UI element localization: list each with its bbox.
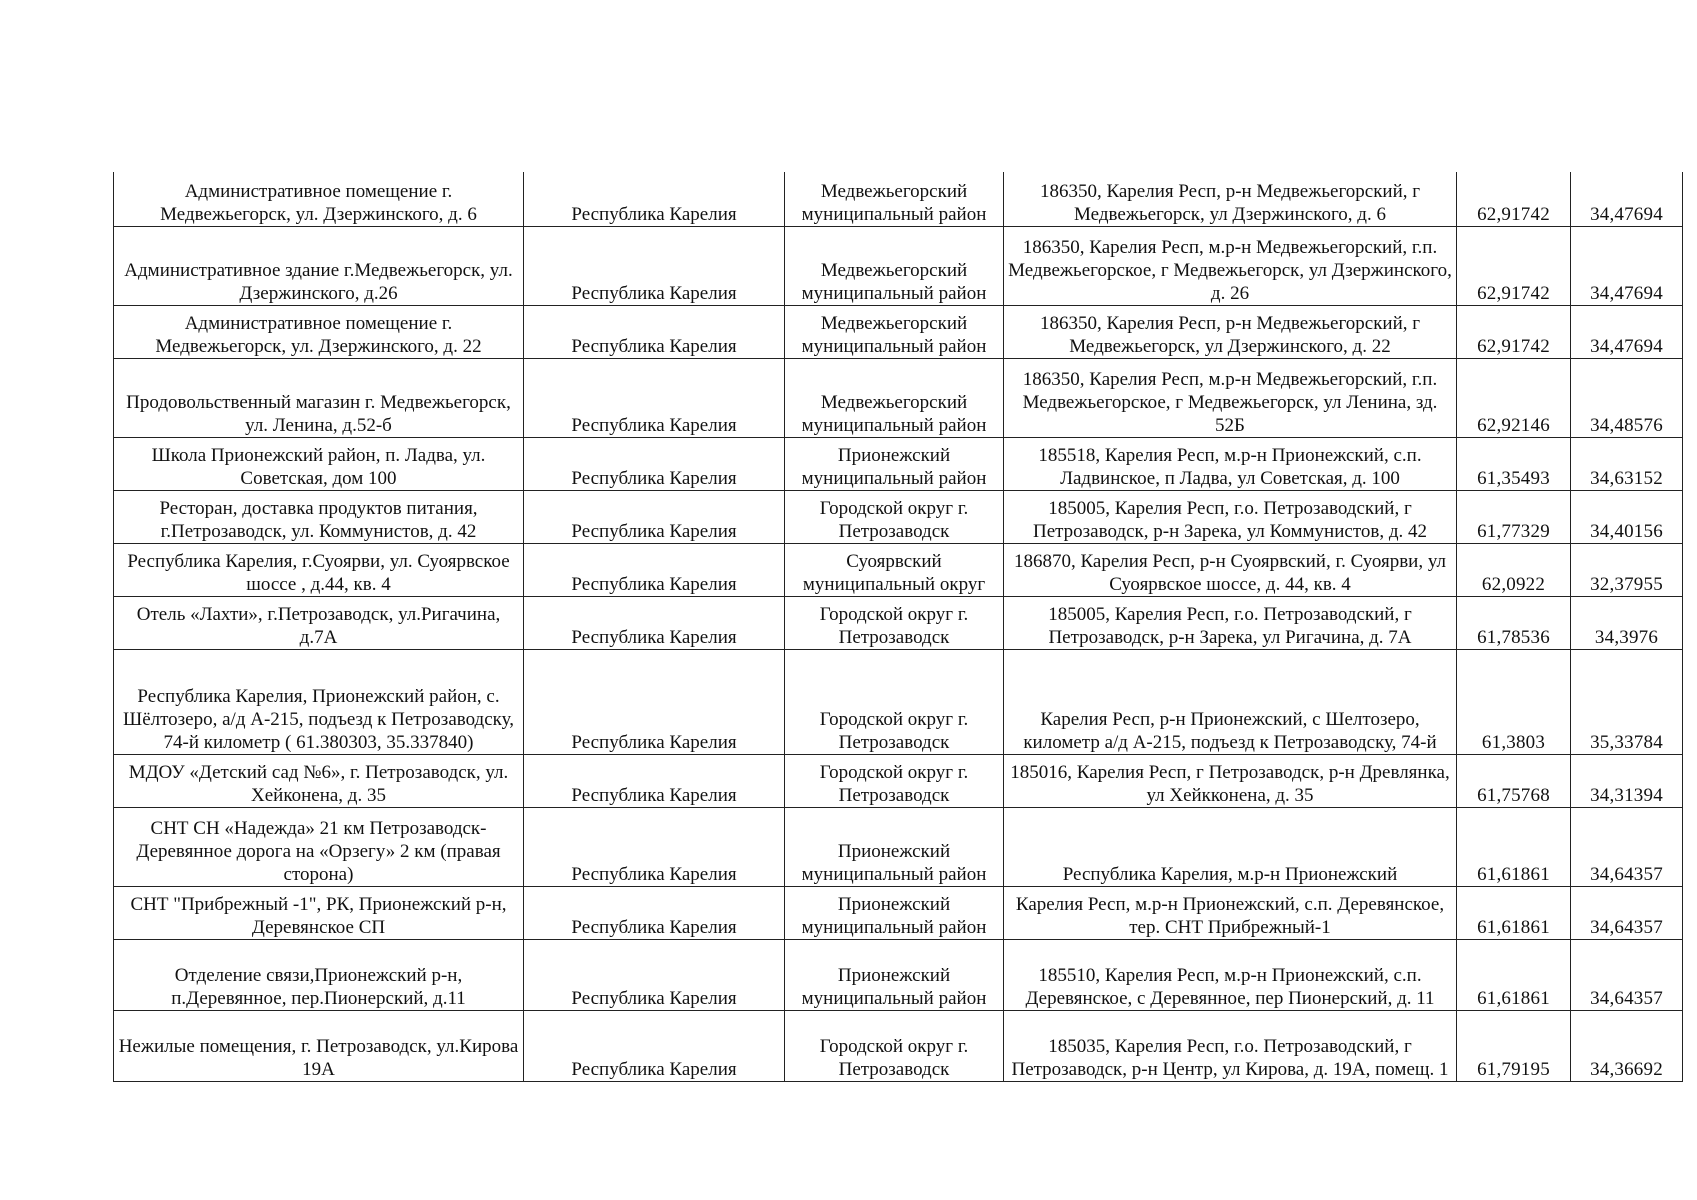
latitude-cell: 62,91742 [1457,305,1571,358]
registry-table-body [114,172,1683,1081]
region-cell: Республика Карелия [524,358,785,437]
object-name-cell: Нежилые помещения, г. Петрозаводск, ул.Кирова 19А [114,1010,524,1081]
address-cell: 186350, Карелия Респ, м.р-н Медвежьегорский, г.п. Медвежьегорское, г Медвежьегорск, ул Ленина, зд. 52Б [1004,358,1457,437]
object-name-cell: Продовольственный магазин г. Медвежьегорск, ул. Ленина, д.52-б [114,358,524,437]
region-cell: Республика Карелия [524,807,785,886]
longitude-cell: 34,64357 [1571,886,1683,939]
table-row [114,305,1683,358]
latitude-cell: 61,3803 [1457,649,1571,754]
address-cell: Республика Карелия, м.р-н Прионежский [1004,807,1457,886]
object-name-cell: МДОУ «Детский сад №6», г. Петрозаводск, ул. Хейконена, д. 35 [114,754,524,807]
address-cell: 186350, Карелия Респ, р-н Медвежьегорский, г Медвежьегорск, ул Дзержинского, д. 22 [1004,305,1457,358]
district-cell: Городской округ г. Петрозаводск [785,754,1004,807]
longitude-cell: 34,31394 [1571,754,1683,807]
latitude-cell: 61,78536 [1457,596,1571,649]
district-cell: Городской округ г. Петрозаводск [785,1010,1004,1081]
object-name-cell: Отель «Лахти», г.Петрозаводск, ул.Ригачина, д.7А [114,596,524,649]
latitude-cell: 62,91742 [1457,226,1571,305]
longitude-cell: 34,64357 [1571,807,1683,886]
district-cell: Прионежский муниципальный район [785,807,1004,886]
district-cell: Прионежский муниципальный район [785,886,1004,939]
latitude-cell: 61,75768 [1457,754,1571,807]
registry-table [113,172,1683,1082]
address-cell: 186350, Карелия Респ, р-н Медвежьегорский, г Медвежьегорск, ул Дзержинского, д. 6 [1004,172,1457,226]
table-row [114,754,1683,807]
longitude-cell: 34,40156 [1571,490,1683,543]
longitude-cell: 34,3976 [1571,596,1683,649]
address-cell: 185005, Карелия Респ, г.о. Петрозаводский, г Петрозаводск, р-н Зарека, ул Ригачина, д. 7А [1004,596,1457,649]
object-name-cell: Административное помещение г. Медвежьегорск, ул. Дзержинского, д. 6 [114,172,524,226]
latitude-cell: 61,77329 [1457,490,1571,543]
longitude-cell: 34,63152 [1571,437,1683,490]
object-name-cell: Республика Карелия, г.Суоярви, ул. Суоярвское шоссе , д.44, кв. 4 [114,543,524,596]
region-cell: Республика Карелия [524,886,785,939]
district-cell: Городской округ г. Петрозаводск [785,596,1004,649]
object-name-cell: СНТ СН «Надежда» 21 км Петрозаводск-Деревянное дорога на «Орзегу» 2 км (правая сторона) [114,807,524,886]
object-name-cell: Административное здание г.Медвежьегорск, ул. Дзержинского, д.26 [114,226,524,305]
address-cell: 186870, Карелия Респ, р-н Суоярвский, г. Суоярви, ул Суоярвское шоссе, д. 44, кв. 4 [1004,543,1457,596]
address-cell: Карелия Респ, р-н Прионежский, с Шелтозеро, километр а/д А-215, подъезд к Петрозаводску, 74-й [1004,649,1457,754]
district-cell: Медвежьегорский муниципальный район [785,305,1004,358]
district-cell: Городской округ г. Петрозаводск [785,490,1004,543]
address-cell: 185005, Карелия Респ, г.о. Петрозаводский, г Петрозаводск, р-н Зарека, ул Коммунистов, д. 42 [1004,490,1457,543]
region-cell: Республика Карелия [524,543,785,596]
region-cell: Республика Карелия [524,490,785,543]
table-row [114,1010,1683,1081]
latitude-cell: 62,0922 [1457,543,1571,596]
address-cell: 185035, Карелия Респ, г.о. Петрозаводский, г Петрозаводск, р-н Центр, ул Кирова, д. 19А, помещ. 1 [1004,1010,1457,1081]
district-cell: Прионежский муниципальный район [785,437,1004,490]
region-cell: Республика Карелия [524,437,785,490]
region-cell: Республика Карелия [524,172,785,226]
address-cell: 185510, Карелия Респ, м.р-н Прионежский, с.п. Деревянское, с Деревянное, пер Пионерский, д. 11 [1004,939,1457,1010]
region-cell: Республика Карелия [524,649,785,754]
district-cell: Медвежьегорский муниципальный район [785,226,1004,305]
object-name-cell: Административное помещение г. Медвежьегорск, ул. Дзержинского, д. 22 [114,305,524,358]
latitude-cell: 62,92146 [1457,358,1571,437]
table-row [114,226,1683,305]
longitude-cell: 32,37955 [1571,543,1683,596]
table-row [114,437,1683,490]
address-cell: Карелия Респ, м.р-н Прионежский, с.п. Деревянское, тер. СНТ Прибрежный-1 [1004,886,1457,939]
table-row [114,596,1683,649]
longitude-cell: 34,47694 [1571,226,1683,305]
latitude-cell: 61,61861 [1457,807,1571,886]
object-name-cell: Ресторан, доставка продуктов питания, г.Петрозаводск, ул. Коммунистов, д. 42 [114,490,524,543]
district-cell: Медвежьегорский муниципальный район [785,358,1004,437]
latitude-cell: 61,61861 [1457,886,1571,939]
table-row [114,172,1683,226]
object-name-cell: Республика Карелия, Прионежский район, с. Шёлтозеро, а/д А-215, подъезд к Петрозаводску, 74-й километр ( 61.380303, 35.337840) [114,649,524,754]
longitude-cell: 34,48576 [1571,358,1683,437]
longitude-cell: 34,47694 [1571,305,1683,358]
address-cell: 185016, Карелия Респ, г Петрозаводск, р-н Древлянка, ул Хейкконена, д. 35 [1004,754,1457,807]
latitude-cell: 61,35493 [1457,437,1571,490]
region-cell: Республика Карелия [524,305,785,358]
region-cell: Республика Карелия [524,226,785,305]
table-row [114,490,1683,543]
district-cell: Медвежьегорский муниципальный район [785,172,1004,226]
longitude-cell: 34,47694 [1571,172,1683,226]
district-cell: Городской округ г. Петрозаводск [785,649,1004,754]
longitude-cell: 34,36692 [1571,1010,1683,1081]
longitude-cell: 35,33784 [1571,649,1683,754]
table-row [114,807,1683,886]
table-row [114,939,1683,1010]
region-cell: Республика Карелия [524,596,785,649]
district-cell: Суоярвский муниципальный округ [785,543,1004,596]
object-name-cell: Отделение связи,Прионежский р-н, п.Деревянное, пер.Пионерский, д.11 [114,939,524,1010]
table-row [114,649,1683,754]
table-row [114,543,1683,596]
object-name-cell: СНТ "Прибрежный -1", РК, Прионежский р-н, Деревянское СП [114,886,524,939]
region-cell: Республика Карелия [524,1010,785,1081]
region-cell: Республика Карелия [524,754,785,807]
address-cell: 186350, Карелия Респ, м.р-н Медвежьегорский, г.п. Медвежьегорское, г Медвежьегорск, ул Дзержинского, д. 26 [1004,226,1457,305]
object-name-cell: Школа Прионежский район, п. Ладва, ул. Советская, дом 100 [114,437,524,490]
longitude-cell: 34,64357 [1571,939,1683,1010]
latitude-cell: 61,61861 [1457,939,1571,1010]
table-row [114,886,1683,939]
latitude-cell: 61,79195 [1457,1010,1571,1081]
address-cell: 185518, Карелия Респ, м.р-н Прионежский, с.п. Ладвинское, п Ладва, ул Советская, д. 100 [1004,437,1457,490]
latitude-cell: 62,91742 [1457,172,1571,226]
table-row [114,358,1683,437]
district-cell: Прионежский муниципальный район [785,939,1004,1010]
region-cell: Республика Карелия [524,939,785,1010]
